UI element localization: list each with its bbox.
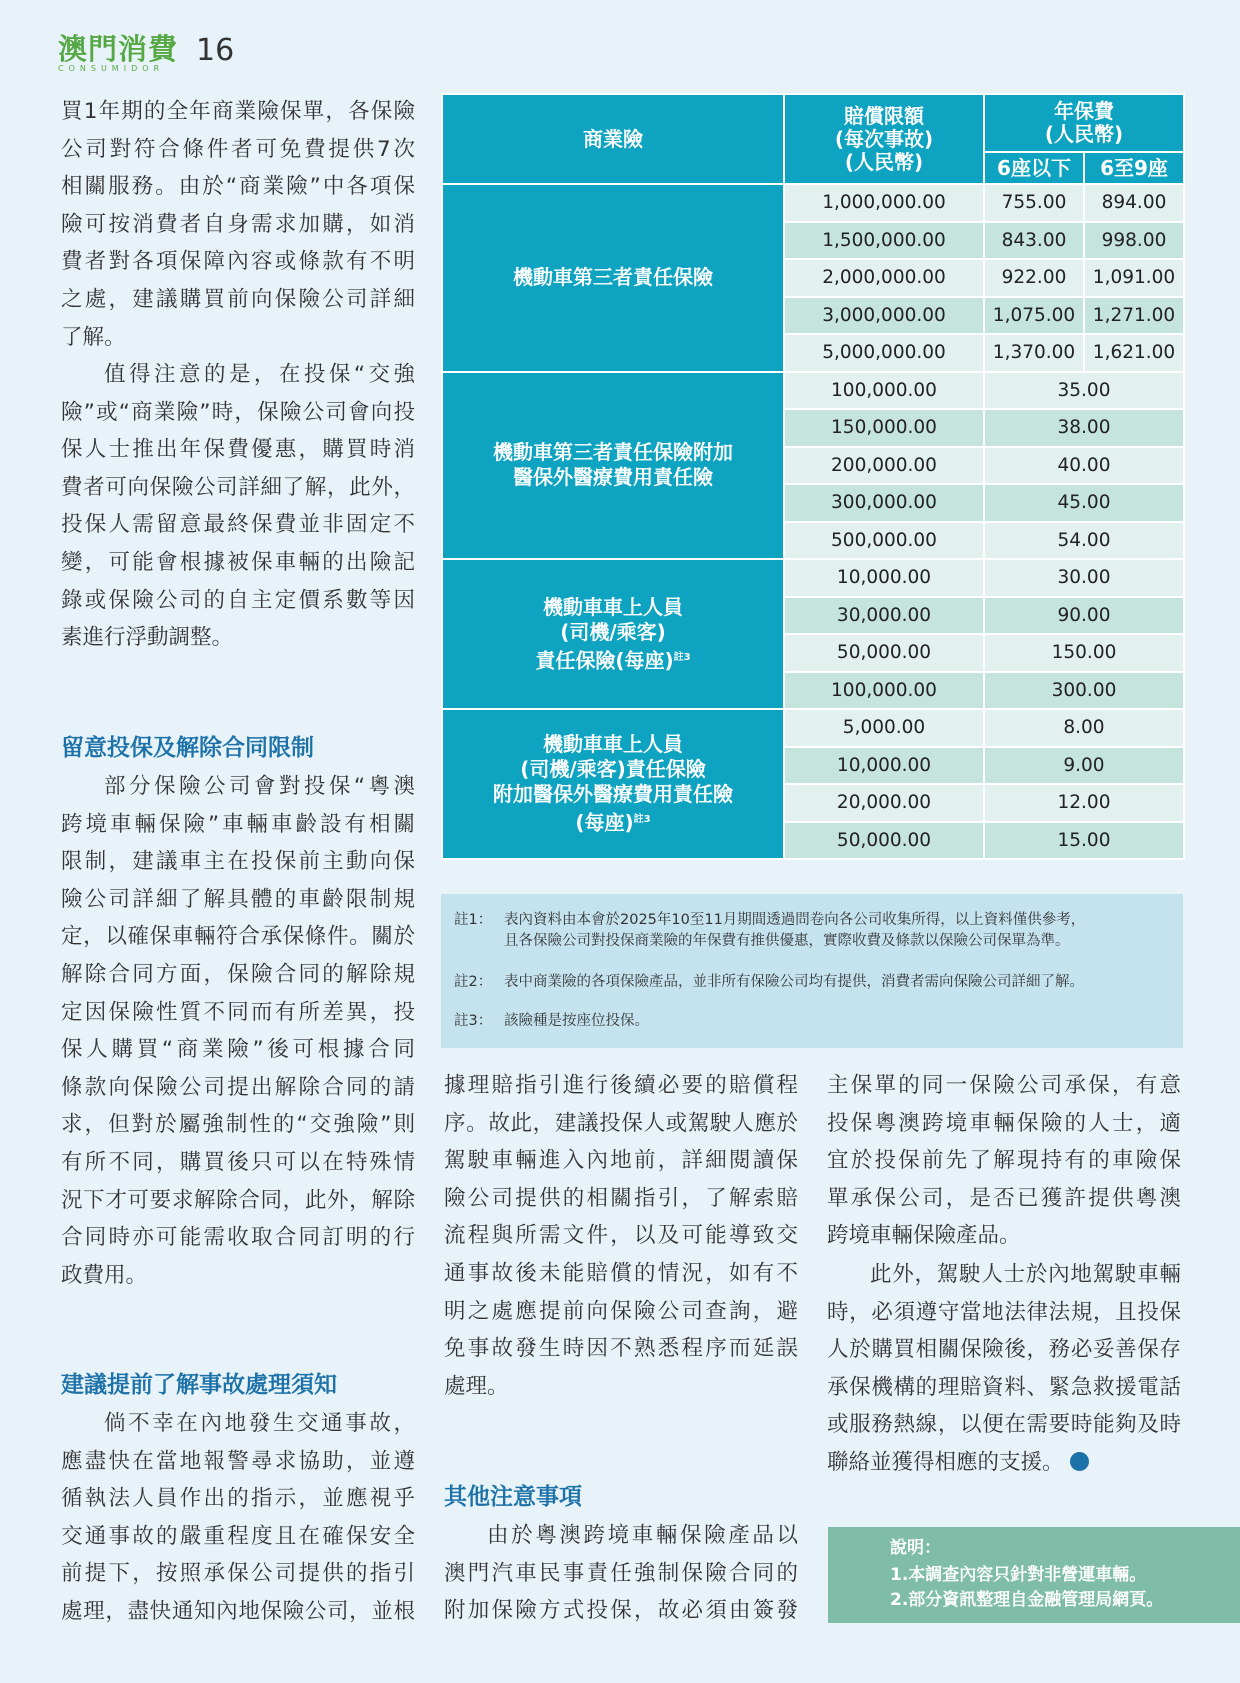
text-line: 有所不同，購買後只可以在特殊情 — [61, 1149, 415, 1175]
premium-6-below-cell: 755.00 — [984, 184, 1084, 222]
text-line: 險公司詳細了解具體的車齡限制規 — [61, 886, 415, 912]
text-line: 險”或“商業險”時，保險公司會向投 — [61, 399, 415, 425]
text-line: 此外，駕駛人士於內地駕駛車輛 — [870, 1262, 1181, 1287]
page-header — [58, 32, 234, 73]
text-line: 免事故發生時因不熟悉程序而延誤 — [444, 1336, 798, 1362]
right-paragraph-1 — [827, 1067, 1181, 1255]
category-line — [443, 465, 783, 490]
table-notes — [441, 894, 1183, 1048]
limit-cell: 5,000.00 — [784, 709, 984, 747]
note-label: 註1： — [454, 912, 493, 928]
footnote-ref: 註3 — [633, 814, 651, 826]
text-line: 政費用。 — [61, 1262, 148, 1288]
mid-paragraph-1 — [444, 1067, 798, 1405]
text-line: 明之處應提前向保險公司查詢，避 — [444, 1298, 798, 1324]
explanation-item: 2.部分資訊整理自金融管理局網頁。 — [890, 1590, 1164, 1610]
category-text: (司機/乘客) — [560, 619, 666, 644]
category-cell — [442, 709, 784, 859]
mid-paragraph-2 — [444, 1517, 798, 1630]
text-line: 跨境車輛保險產品。 — [827, 1223, 1021, 1249]
premium-cell: 54.00 — [984, 522, 1184, 560]
text-line: 值得注意的是，在投保“交強 — [104, 362, 415, 387]
category-text: 附加醫保外醫療費用責任險 — [493, 782, 733, 807]
category-text: (司機/乘客)責任保險 — [520, 757, 706, 782]
text-line: 解除合同方面，保險合同的解除規 — [61, 961, 415, 987]
header-limit-line: 賠償限額 — [844, 103, 924, 128]
text-line: 公司對符合條件者可免費提供7次 — [61, 136, 415, 162]
text-line: 變，可能會根據被保車輛的出險記 — [61, 549, 415, 575]
text-line: 買1年期的全年商業險保單，各保險 — [61, 99, 415, 124]
text-line: 時，必須遵守當地法律法規，且投保 — [827, 1299, 1181, 1325]
limit-cell: 1,500,000.00 — [784, 222, 984, 260]
text-line: 澳門汽車民事責任強制保險合同的 — [444, 1560, 798, 1586]
text-line: 宜於投保前先了解現持有的車險保 — [827, 1148, 1181, 1174]
table-row — [442, 372, 1184, 410]
header-limit — [784, 94, 984, 184]
category-line — [443, 440, 783, 465]
category-line — [443, 620, 783, 645]
text-line: 承保機構的理賠資料、緊急救援電話 — [827, 1374, 1181, 1400]
limit-cell: 50,000.00 — [784, 822, 984, 860]
header-6-to-9-seats: 6至9座 — [1084, 152, 1184, 184]
text-line: 況下才可要求解除合同，此外，解除 — [61, 1187, 415, 1213]
text-line: 主保單的同一保險公司承保，有意 — [827, 1073, 1181, 1098]
category-cell — [442, 184, 784, 372]
premium-cell: 35.00 — [984, 372, 1184, 410]
text-line: 處理。 — [444, 1373, 509, 1399]
text-line: 序。故此，建議投保人或駕駛人應於 — [444, 1110, 798, 1136]
table-row — [442, 559, 1184, 597]
category-line — [443, 757, 783, 782]
premium-6-to-9-cell: 1,271.00 — [1084, 297, 1184, 335]
premium-6-below-cell: 843.00 — [984, 222, 1084, 260]
text-line: 險公司提供的相關指引，了解索賠 — [444, 1185, 798, 1211]
limit-cell: 100,000.00 — [784, 372, 984, 410]
text-line: 定因保險性質不同而有所差異，投 — [61, 999, 415, 1025]
text-line: 流程與所需文件，以及可能導致交 — [444, 1223, 798, 1249]
limit-cell: 1,000,000.00 — [784, 184, 984, 222]
text-line: 處理，盡快通知內地保險公司，並根 — [61, 1598, 415, 1624]
note-1 — [454, 910, 1085, 952]
limit-cell: 20,000.00 — [784, 784, 984, 822]
category-text: 醫保外醫療費用責任險 — [513, 465, 713, 490]
text-line: 投保粵澳跨境車輛保險的人士，適 — [827, 1110, 1181, 1136]
category-text: 機動車車上人員 — [543, 594, 683, 619]
premium-6-to-9-cell: 894.00 — [1084, 184, 1184, 222]
premium-cell: 40.00 — [984, 447, 1184, 485]
left-paragraph-3 — [61, 768, 415, 1294]
text-line: 部分保險公司會對投保“粵澳 — [104, 774, 415, 799]
text-line: 限制，建議車主在投保前主動向保 — [61, 849, 415, 875]
premium-cell: 12.00 — [984, 784, 1184, 822]
text-line: 應盡快在當地報警尋求協助，並遵 — [61, 1448, 415, 1474]
brand-logo — [58, 32, 178, 73]
text-line: 倘不幸在內地發生交通事故， — [104, 1411, 415, 1436]
header-premium — [984, 94, 1184, 152]
limit-cell: 150,000.00 — [784, 409, 984, 447]
limit-cell: 300,000.00 — [784, 484, 984, 522]
header-premium-line: 年保費 — [1054, 99, 1114, 123]
footnote-ref: 註3 — [673, 651, 691, 663]
limit-cell: 3,000,000.00 — [784, 297, 984, 335]
limit-cell: 10,000.00 — [784, 747, 984, 785]
note-text: 該險種是按座位投保。 — [504, 1013, 649, 1029]
text-line: 附加保險方式投保，故必須由簽發 — [444, 1598, 798, 1624]
category-line — [443, 645, 783, 674]
premium-6-below-cell: 922.00 — [984, 259, 1084, 297]
premium-cell: 9.00 — [984, 747, 1184, 785]
limit-cell: 2,000,000.00 — [784, 259, 984, 297]
limit-cell: 100,000.00 — [784, 672, 984, 710]
text-line: 定，以確保車輛符合承保條件。關於 — [61, 924, 415, 950]
premium-6-to-9-cell: 998.00 — [1084, 222, 1184, 260]
header-category: 商業險 — [442, 94, 784, 184]
header-limit-line: (人民幣) — [844, 149, 924, 174]
text-line: 費者可向保險公司詳細了解，此外， — [61, 474, 415, 500]
category-text: (每座) — [575, 810, 634, 835]
table-row — [442, 184, 1184, 222]
text-line: 通事故後未能賠償的情況，如有不 — [444, 1260, 798, 1286]
category-line — [443, 265, 783, 290]
premium-cell: 90.00 — [984, 597, 1184, 635]
category-cell — [442, 559, 784, 709]
premium-cell: 8.00 — [984, 709, 1184, 747]
text-line: 交通事故的嚴重程度且在確保安全 — [61, 1523, 415, 1549]
category-text: 機動車車上人員 — [543, 732, 683, 757]
category-line — [443, 807, 783, 836]
note-text: 且各保險公司對投保商業險的年保費有推供優惠，實際收費及條款以保險公司保單為準。 — [504, 933, 1070, 949]
left-paragraph-1 — [61, 93, 415, 356]
limit-cell: 50,000.00 — [784, 634, 984, 672]
text-line: 合同時亦可能需收取合同訂明的行 — [61, 1225, 415, 1251]
section-heading-other: 其他注意事項 — [444, 1484, 582, 1510]
note-3 — [454, 1011, 649, 1032]
text-line: 險可按消費者自身需求加購，如消 — [61, 211, 415, 237]
note-label: 註2： — [454, 974, 493, 990]
category-text: 責任保險(每座) — [535, 648, 674, 673]
text-line: 費者對各項保障內容或條款有不明 — [61, 249, 415, 275]
limit-cell: 10,000.00 — [784, 559, 984, 597]
text-line: 求，但對於屬強制性的“交強險”則 — [61, 1112, 415, 1138]
text-line: 駕駛車輛進入內地前，詳細閱讀保 — [444, 1148, 798, 1174]
text-line: 由於粵澳跨境車輛保險產品以 — [487, 1523, 798, 1548]
header-6-seats-below: 6座以下 — [984, 152, 1084, 184]
text-line: 相關服務。由於“商業險”中各項保 — [61, 174, 415, 200]
left-paragraph-4 — [61, 1405, 415, 1631]
brand-subtitle: CONSUMIDOR — [58, 64, 165, 73]
note-text: 表中商業險的各項保險產品，並非所有保險公司均有提供，消費者需向保險公司詳細了解。 — [504, 974, 1084, 990]
premium-6-to-9-cell: 1,091.00 — [1084, 259, 1184, 297]
premium-cell: 38.00 — [984, 409, 1184, 447]
header-limit-line: (每次事故) — [834, 126, 934, 151]
brand-title: 澳門消費 — [58, 32, 179, 66]
text-line: 投保人需留意最終保費並非固定不 — [61, 512, 415, 538]
limit-cell: 200,000.00 — [784, 447, 984, 485]
premium-6-below-cell: 1,370.00 — [984, 334, 1084, 372]
text-line: 單承保公司，是否已獲許提供粵澳 — [827, 1185, 1181, 1211]
category-text: 機動車第三者責任保險 — [513, 265, 713, 290]
premium-cell: 45.00 — [984, 484, 1184, 522]
category-line — [443, 732, 783, 757]
text-line: 了解。 — [61, 324, 126, 350]
text-line: 保人士推出年保費優惠，購買時消 — [61, 437, 415, 463]
text-line: 或服務熱線，以便在需要時能夠及時 — [827, 1412, 1181, 1438]
page-number: 16 — [196, 33, 235, 68]
category-text: 機動車第三者責任保險附加 — [493, 440, 733, 465]
insurance-premium-table — [441, 93, 1185, 860]
category-line — [443, 595, 783, 620]
section-heading-accident: 建議提前了解事故處理須知 — [61, 1372, 337, 1398]
left-paragraph-2 — [61, 356, 415, 657]
text-line: 保人購買“商業險”後可根據合同 — [61, 1037, 415, 1063]
limit-cell: 500,000.00 — [784, 522, 984, 560]
explanation-box — [828, 1527, 1240, 1623]
right-paragraph-2 — [827, 1256, 1181, 1482]
text-line: 素進行浮動調整。 — [61, 625, 234, 651]
premium-cell: 30.00 — [984, 559, 1184, 597]
article-end-dot-icon — [1070, 1452, 1089, 1471]
note-label: 註3： — [454, 1013, 493, 1029]
limit-cell: 30,000.00 — [784, 597, 984, 635]
note-text: 表內資料由本會於2025年10至11月期間透過問卷向各公司收集所得，以上資料僅供參考， — [504, 912, 1086, 928]
header-premium-line: (人民幣) — [1044, 122, 1124, 146]
text-line: 錄或保險公司的自主定價系數等因 — [61, 587, 415, 613]
text-line: 前提下，按照承保公司提供的指引 — [61, 1561, 415, 1587]
section-heading-contract: 留意投保及解除合同限制 — [61, 735, 314, 761]
note-2 — [454, 972, 1084, 993]
premium-cell: 300.00 — [984, 672, 1184, 710]
premium-cell: 15.00 — [984, 822, 1184, 860]
premium-6-below-cell: 1,075.00 — [984, 297, 1084, 335]
text-line: 循執法人員作出的指示，並應視乎 — [61, 1486, 415, 1512]
premium-cell: 150.00 — [984, 634, 1184, 672]
explanation-item: 1.本調查內容只針對非營運車輛。 — [890, 1565, 1147, 1585]
text-line: 之處，建議購買前向保險公司詳細 — [61, 286, 415, 312]
text-line: 跨境車輛保險”車輛車齡設有相關 — [61, 811, 415, 837]
text-line: 人於購買相關保險後，務必妥善保存 — [827, 1337, 1181, 1363]
explanation-title: 說明： — [890, 1538, 941, 1558]
text-line: 聯絡並獲得相應的支援。 — [827, 1444, 1181, 1482]
category-cell — [442, 372, 784, 560]
limit-cell: 5,000,000.00 — [784, 334, 984, 372]
premium-6-to-9-cell: 1,621.00 — [1084, 334, 1184, 372]
text-line: 條款向保險公司提出解除合同的請 — [61, 1074, 415, 1100]
table-row — [442, 709, 1184, 747]
text-line: 據理賠指引進行後續必要的賠償程 — [444, 1073, 798, 1098]
category-line — [443, 782, 783, 807]
